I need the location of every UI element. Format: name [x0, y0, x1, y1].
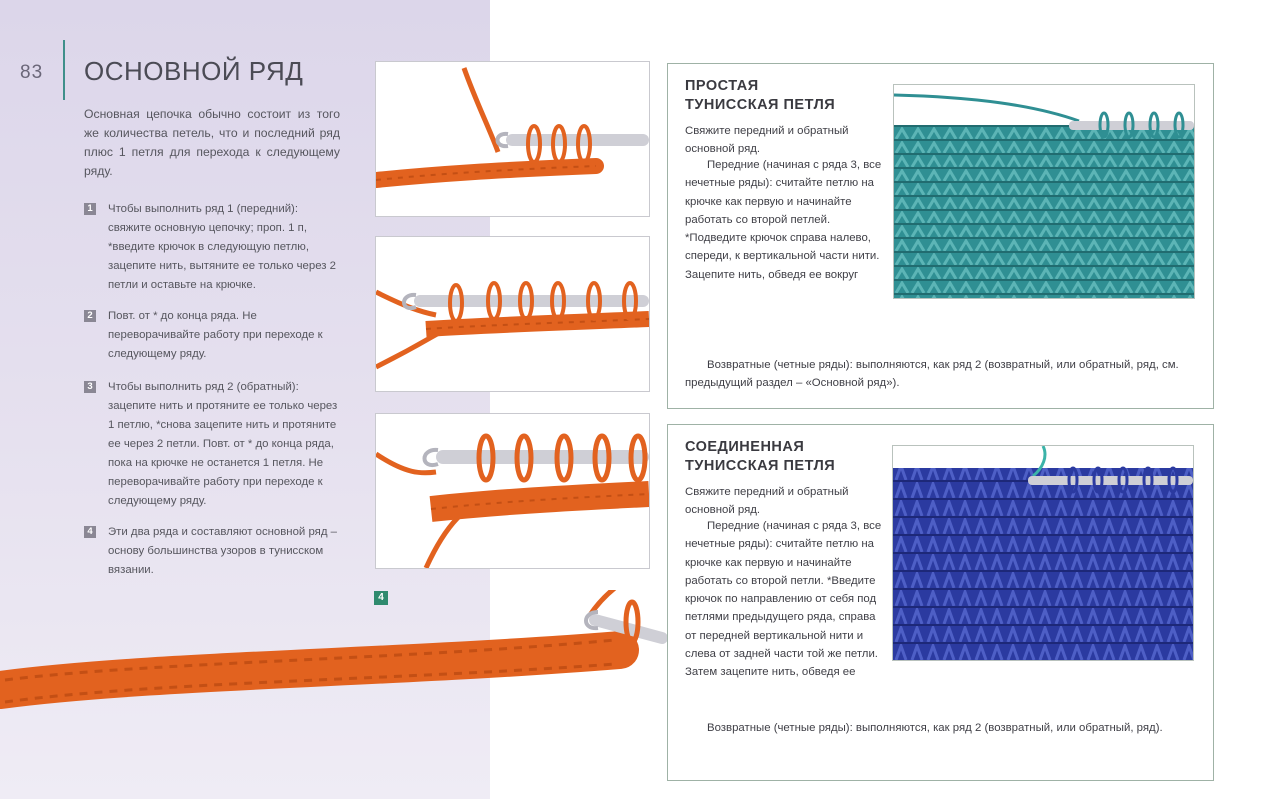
joined-stitch-return: Возвратные (четные ряды): выполняются, как ряд 2 (возвратный, или обратный, ряд).	[707, 722, 1163, 734]
step-item	[84, 200, 340, 295]
step-number: 2	[84, 310, 96, 322]
joined-stitch-swatch	[892, 445, 1194, 661]
step-text: Эти два ряда и составляют основной ряд – основу большинства узоров в тунисском вязании.	[108, 526, 337, 576]
simple-stitch-title	[685, 77, 835, 115]
photo-step-3	[375, 413, 650, 569]
simple-stitch-intro: Свяжите передний и обратный основной ряд.	[685, 125, 849, 156]
photo-number: 4	[374, 591, 388, 605]
photo-illustration	[376, 237, 649, 391]
photo-step-2	[375, 236, 650, 392]
page-title: ОСНОВНОЙ РЯД	[84, 56, 304, 86]
simple-stitch-title-line2: ТУНИССКАЯ ПЕТЛЯ	[685, 97, 836, 113]
simple-stitch-swatch	[893, 84, 1195, 299]
simple-stitch-title-line1: ПРОСТАЯ	[685, 78, 759, 94]
simple-stitch-section	[667, 63, 1214, 409]
simple-stitch-return: Возвратные (четные ряды): выполняются, как ряд 2 (возвратный, или обратный, ряд, см. предыдущий раздел – «Основной ряд»).	[685, 359, 1179, 390]
photo-step-4	[0, 590, 670, 760]
intro-text: Основная цепочка обычно состоит из того же количества петель, что и последний ряд плюс 1 петля для перехода к следующему ряду.	[84, 107, 340, 178]
joined-stitch-title-line1: СОЕДИНЕННАЯ	[685, 439, 805, 455]
step-number: 4	[84, 526, 96, 538]
joined-stitch-forward: Передние (начиная с ряда 3, все нечетные ряды): считайте петлю на крючке как первую и начинайте работать со второй петли. *Введите крючок по направлению от себя под петлями предыдущего ряда, справа от передней вертикальной нити и слева от задней части той же петли. Затем зацепите нить, обведя ее	[685, 520, 882, 679]
joined-stitch-title	[685, 438, 835, 476]
swatch-illustration	[893, 446, 1193, 660]
step-item	[84, 378, 340, 511]
step-text: Чтобы выполнить ряд 2 (обратный): зацепите нить и протяните ее только через 1 петлю, *снова зацепите нить и протяните ее через 2 петли. Повт. от * до конца ряда, пока на крючке не останется 1 петля. Не переворачивайте работу при переходе к следующему ряду.	[108, 381, 338, 507]
photo-step-1	[375, 61, 650, 217]
photo-illustration	[376, 414, 649, 568]
photo-illustration	[376, 62, 649, 216]
joined-stitch-intro: Свяжите передний и обратный основной ряд.	[685, 486, 849, 517]
step-item	[84, 523, 340, 580]
joined-stitch-section	[667, 424, 1214, 781]
step-number: 1	[84, 203, 96, 215]
swatch-illustration	[894, 85, 1194, 298]
step-text: Повт. от * до конца ряда. Не переворачивайте работу при переходе к следующему ряду.	[108, 310, 323, 360]
step-text: Чтобы выполнить ряд 1 (передний): свяжите основную цепочку; проп. 1 п, *введите крючок в следующую петлю, зацепите нить, вытяните ее только через 2 петли и оставьте на крючке.	[108, 203, 337, 291]
joined-stitch-title-line2: ТУНИССКАЯ ПЕТЛЯ	[685, 458, 836, 474]
title-divider	[63, 40, 65, 100]
simple-stitch-forward: Передние (начиная с ряда 3, все нечетные ряды): считайте петлю на крючке как первую и начинайте работать со второй петлей. *Подведите крючок справа налево, спереди, к вертикальной части нити. Зацепите нить, обведя ее вокруг	[685, 159, 882, 281]
page-number: 83	[20, 62, 44, 83]
step-item	[84, 307, 340, 364]
step-number: 3	[84, 381, 96, 393]
